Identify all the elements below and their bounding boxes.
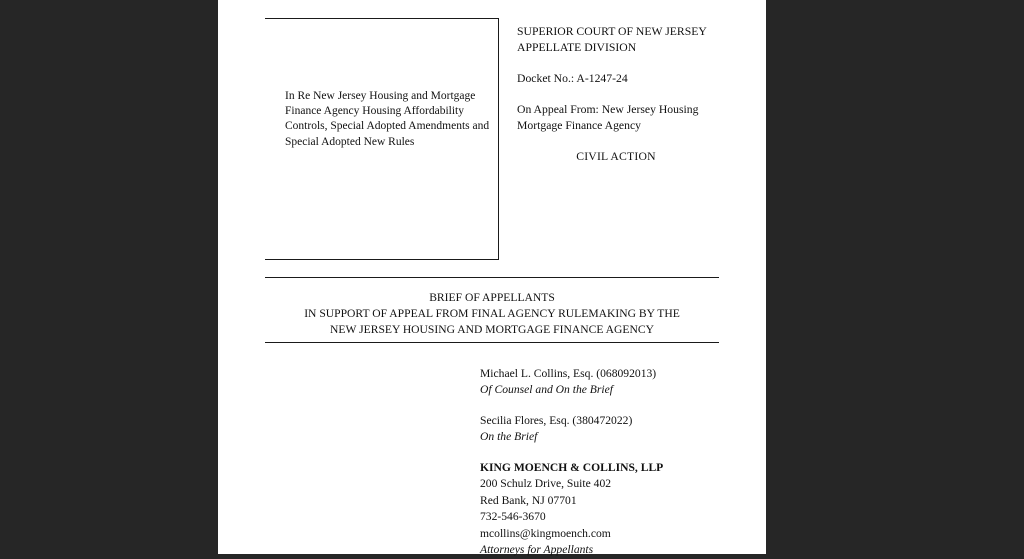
- on-appeal-from-line-1: On Appeal From: New Jersey Housing: [517, 102, 699, 116]
- title-rule-bottom: [265, 342, 719, 343]
- firm-address-line-1: 200 Schulz Drive, Suite 402: [480, 477, 612, 491]
- action-type: CIVIL ACTION: [576, 149, 656, 163]
- caption-party-title: In Re New Jersey Housing and Mortgage Finance Agency Housing Affordability Controls, Special Adopted Amendments and Special Adopted New Rules: [285, 90, 490, 148]
- brief-title-line-2: IN SUPPORT OF APPEAL FROM FINAL AGENCY RULEMAKING BY THE: [304, 306, 680, 320]
- firm-name: KING MOENCH & COLLINS, LLP: [480, 460, 664, 474]
- brief-title-line-3: NEW JERSEY HOUSING AND MORTGAGE FINANCE AGENCY: [330, 322, 654, 336]
- brief-title-block: [265, 290, 719, 338]
- representation-note: Attorneys for Appellants: [480, 543, 594, 557]
- court-name-line-1: SUPERIOR COURT OF NEW JERSEY: [517, 25, 707, 38]
- docket-number: Docket No.: A-1247-24: [517, 71, 628, 85]
- attorney-1: [480, 366, 740, 399]
- firm-address-line-2: Red Bank, NJ 07701: [480, 493, 577, 507]
- firm-email: mcollins@kingmoench.com: [480, 526, 611, 540]
- attorney-2: [480, 413, 740, 446]
- firm-phone: 732-546-3670: [480, 510, 546, 524]
- attorney-2-name: Secilia Flores, Esq. (380472022): [480, 413, 633, 427]
- caption-right-block: [517, 24, 743, 163]
- counsel-block: [480, 366, 740, 559]
- attorney-1-name: Michael L. Collins, Esq. (068092013): [480, 367, 657, 380]
- firm-block: [480, 460, 740, 559]
- document-page: [218, 0, 766, 557]
- brief-title-line-1: BRIEF OF APPELLANTS: [429, 291, 555, 304]
- title-rule-top: [265, 277, 719, 278]
- on-appeal-from: [517, 102, 743, 134]
- case-caption: [265, 18, 719, 260]
- attorney-2-role: On the Brief: [480, 430, 538, 444]
- attorney-1-role: Of Counsel and On the Brief: [480, 383, 613, 397]
- court-name-line-2: APPELLATE DIVISION: [517, 40, 637, 54]
- on-appeal-from-line-2: Mortgage Finance Agency: [517, 118, 641, 132]
